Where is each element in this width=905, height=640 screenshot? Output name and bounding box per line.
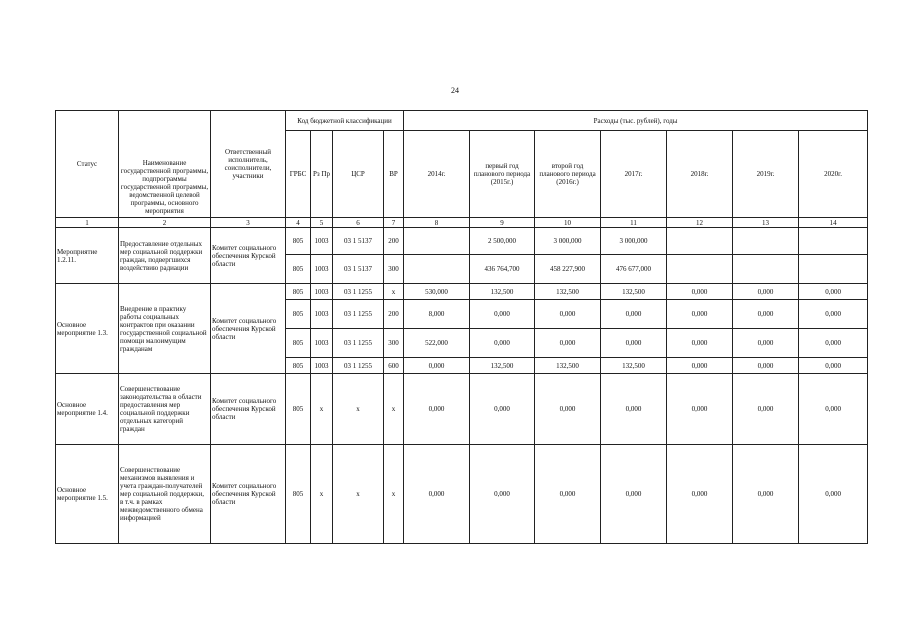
cell-2020: 0,000	[799, 329, 868, 358]
cell-2020: 0,000	[799, 374, 868, 445]
cell-csr: 03 1 1255	[333, 358, 384, 374]
cell-2015: 132,500	[470, 358, 535, 374]
cell-grbs: 805	[286, 358, 311, 374]
cell-2019: 0,000	[733, 358, 799, 374]
cell-2019	[733, 255, 799, 284]
cell-2015: 0,000	[470, 329, 535, 358]
row-responsible: Комитет социального обеспечения Курской области	[211, 445, 286, 544]
cell-grbs: 805	[286, 374, 311, 445]
row-status: Основное мероприятие 1.5.	[56, 445, 119, 544]
column-index-cell: 2	[119, 218, 211, 228]
column-index-cell: 9	[470, 218, 535, 228]
cell-csr: 03 1 5137	[333, 255, 384, 284]
cell-2014: 0,000	[404, 445, 470, 544]
column-index-cell: 4	[286, 218, 311, 228]
cell-2019: 0,000	[733, 300, 799, 329]
cell-2019: 0,000	[733, 445, 799, 544]
cell-vr: 300	[384, 255, 404, 284]
cell-2014: 0,000	[404, 374, 470, 445]
column-index-cell: 3	[211, 218, 286, 228]
column-index-cell: 14	[799, 218, 868, 228]
header-2019: 2019г.	[733, 131, 799, 218]
cell-2018	[667, 255, 733, 284]
cell-2015: 2 500,000	[470, 228, 535, 255]
row-name: Совершенствование механизмов выявления и учета граждан-получателей мер социальной поддержки, в т.ч. в рамках межведомственного обмена информацией	[119, 445, 211, 544]
cell-2017: 0,000	[601, 329, 667, 358]
cell-rzpr: 1003	[311, 300, 333, 329]
cell-2018: 0,000	[667, 445, 733, 544]
cell-2016: 132,500	[535, 284, 601, 300]
cell-vr: 600	[384, 358, 404, 374]
header-plan-year-1: первый год планового периода (2015г.)	[470, 131, 535, 218]
cell-rzpr: 1003	[311, 358, 333, 374]
cell-2017: 132,500	[601, 358, 667, 374]
cell-grbs: 805	[286, 255, 311, 284]
cell-csr: х	[333, 374, 384, 445]
cell-grbs: 805	[286, 284, 311, 300]
cell-2014: 0,000	[404, 358, 470, 374]
cell-grbs: 805	[286, 445, 311, 544]
header-plan-year-2: второй год планового периода (2016г.)	[535, 131, 601, 218]
row-responsible: Комитет социального обеспечения Курской области	[211, 228, 286, 284]
cell-grbs: 805	[286, 300, 311, 329]
cell-grbs: 805	[286, 228, 311, 255]
header-rzpr: Рз Пр	[311, 131, 333, 218]
cell-grbs: 805	[286, 329, 311, 358]
cell-2017: 3 000,000	[601, 228, 667, 255]
cell-2014: 522,000	[404, 329, 470, 358]
header-expenses: Расходы (тыс. рублей), годы	[404, 111, 868, 131]
cell-rzpr: 1003	[311, 228, 333, 255]
cell-2018: 0,000	[667, 374, 733, 445]
cell-2020: 0,000	[799, 445, 868, 544]
header-row-1	[56, 111, 868, 131]
cell-2020: 0,000	[799, 284, 868, 300]
header-csr: ЦСР	[333, 131, 384, 218]
cell-2014: 530,000	[404, 284, 470, 300]
cell-vr: 200	[384, 228, 404, 255]
header-2020: 2020г.	[799, 131, 868, 218]
cell-2015: 132,500	[470, 284, 535, 300]
cell-vr: 200	[384, 300, 404, 329]
header-grbs: ГРБС	[286, 131, 311, 218]
header-2018: 2018г.	[667, 131, 733, 218]
row-status: Основное мероприятие 1.4.	[56, 374, 119, 445]
cell-2020: 0,000	[799, 300, 868, 329]
cell-2016: 0,000	[535, 329, 601, 358]
row-status: Мероприятие 1.2.11.	[56, 228, 119, 284]
header-name: Наименование государственной программы, подпрограммы государственной программы, ведомственной целевой программы, основного мероприятия	[119, 111, 211, 218]
cell-2014: 8,000	[404, 300, 470, 329]
column-index-cell: 10	[535, 218, 601, 228]
table-row	[56, 445, 868, 544]
cell-rzpr: х	[311, 374, 333, 445]
cell-2014	[404, 228, 470, 255]
cell-2017: 0,000	[601, 300, 667, 329]
row-name: Совершенствование законодательства в области предоставления мер социальной поддержки отдельных категорий граждан	[119, 374, 211, 445]
column-index-row	[56, 218, 868, 228]
cell-csr: 03 1 1255	[333, 284, 384, 300]
cell-2018: 0,000	[667, 300, 733, 329]
table-row	[56, 284, 868, 300]
cell-2016: 132,500	[535, 358, 601, 374]
cell-2018: 0,000	[667, 284, 733, 300]
cell-2020: 0,000	[799, 358, 868, 374]
cell-2016: 0,000	[535, 374, 601, 445]
header-vr: ВР	[384, 131, 404, 218]
cell-2015: 436 764,700	[470, 255, 535, 284]
cell-vr: х	[384, 445, 404, 544]
cell-2015: 0,000	[470, 374, 535, 445]
cell-2016: 3 000,000	[535, 228, 601, 255]
row-name: Предоставление отдельных мер социальной поддержки граждан, подвергшихся воздействию радиации	[119, 228, 211, 284]
cell-2018: 0,000	[667, 329, 733, 358]
cell-rzpr: 1003	[311, 284, 333, 300]
header-2017: 2017г.	[601, 131, 667, 218]
cell-rzpr: 1003	[311, 329, 333, 358]
cell-2018: 0,000	[667, 358, 733, 374]
cell-2016: 458 227,900	[535, 255, 601, 284]
cell-vr: х	[384, 284, 404, 300]
cell-csr: 03 1 1255	[333, 300, 384, 329]
column-index-cell: 6	[333, 218, 384, 228]
cell-2019: 0,000	[733, 284, 799, 300]
column-index-cell: 13	[733, 218, 799, 228]
header-responsible: Ответственный исполнитель, соисполнители, участники	[211, 111, 286, 218]
row-responsible: Комитет социального обеспечения Курской области	[211, 374, 286, 445]
cell-2017: 0,000	[601, 445, 667, 544]
cell-csr: 03 1 5137	[333, 228, 384, 255]
header-budget-code: Код бюджетной классификации	[286, 111, 404, 131]
column-index-cell: 11	[601, 218, 667, 228]
column-index-cell: 7	[384, 218, 404, 228]
column-index-cell: 1	[56, 218, 119, 228]
cell-2020	[799, 228, 868, 255]
table-row	[56, 374, 868, 445]
cell-rzpr: х	[311, 445, 333, 544]
page-number: 24	[451, 86, 459, 95]
cell-2020	[799, 255, 868, 284]
cell-2019: 0,000	[733, 329, 799, 358]
budget-table	[55, 110, 868, 544]
row-name: Внедрение в практику работы социальных контрактов при оказании государственной социальной помощи малоимущим гражданам	[119, 284, 211, 374]
cell-2017: 476 677,000	[601, 255, 667, 284]
column-index-cell: 12	[667, 218, 733, 228]
header-status: Статус	[56, 111, 119, 218]
cell-2014	[404, 255, 470, 284]
cell-rzpr: 1003	[311, 255, 333, 284]
cell-2015: 0,000	[470, 445, 535, 544]
cell-2017: 0,000	[601, 374, 667, 445]
cell-2019	[733, 228, 799, 255]
cell-vr: х	[384, 374, 404, 445]
row-status: Основное мероприятие 1.3.	[56, 284, 119, 374]
column-index-cell: 8	[404, 218, 470, 228]
cell-2016: 0,000	[535, 445, 601, 544]
cell-2016: 0,000	[535, 300, 601, 329]
cell-2019: 0,000	[733, 374, 799, 445]
header-2014: 2014г.	[404, 131, 470, 218]
row-responsible: Комитет социального обеспечения Курской области	[211, 284, 286, 374]
column-index-cell: 5	[311, 218, 333, 228]
cell-2015: 0,000	[470, 300, 535, 329]
cell-2017: 132,500	[601, 284, 667, 300]
cell-csr: х	[333, 445, 384, 544]
cell-2018	[667, 228, 733, 255]
cell-csr: 03 1 1255	[333, 329, 384, 358]
table-row	[56, 228, 868, 255]
cell-vr: 300	[384, 329, 404, 358]
